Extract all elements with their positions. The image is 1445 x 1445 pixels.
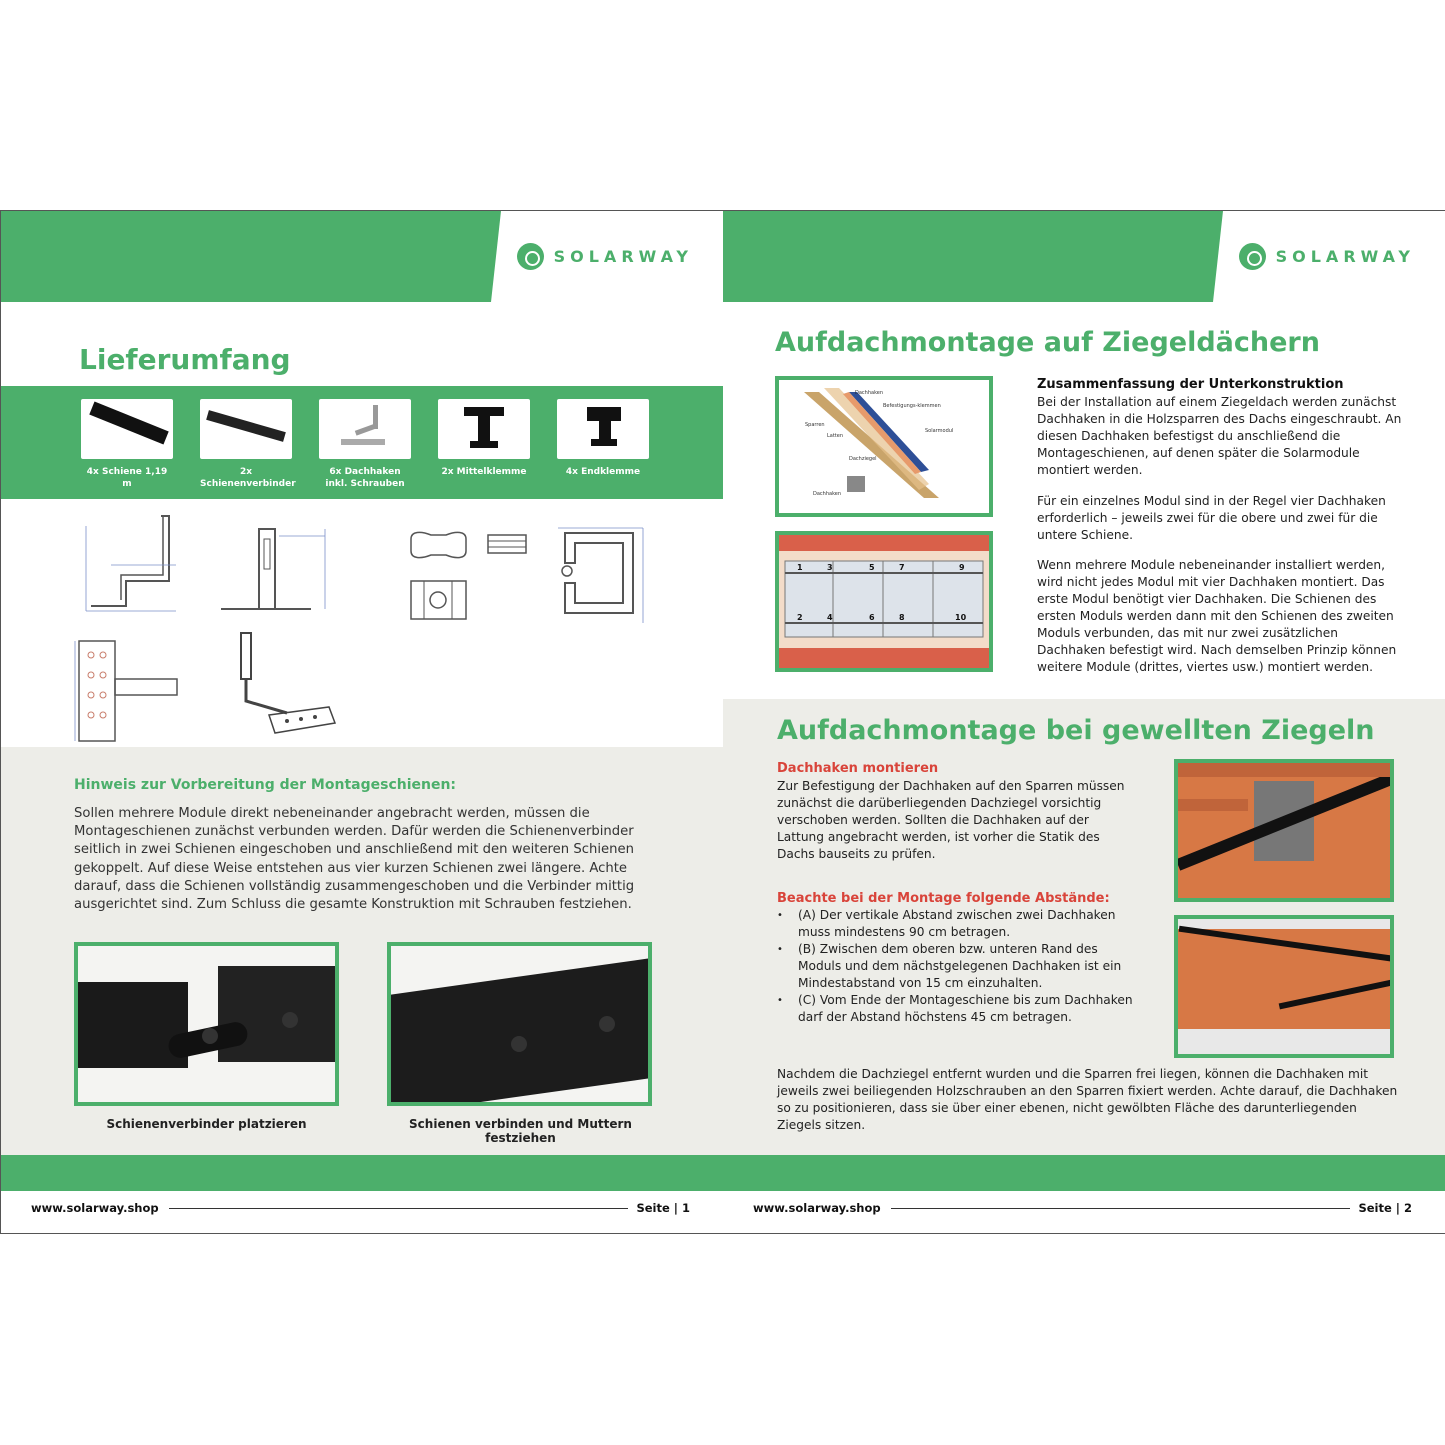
kit-item-roof-hook — [319, 399, 411, 490]
footer-divider — [891, 1208, 1350, 1209]
summary-paragraph-2: Für ein einzelnes Modul sind in der Regel vier Dachhaken erforderlich – jeweils zwei für die obere und zwei für die untere Schiene. — [1037, 494, 1386, 542]
hook-3d-drawing — [229, 629, 339, 739]
page-title: Lieferumfang — [79, 343, 291, 376]
roof-hook-drawing — [81, 511, 181, 616]
end-clamp-image — [557, 399, 649, 459]
hook-number: 1 — [797, 563, 803, 572]
summary-paragraph-3: Wenn mehrere Module nebeneinander installiert werden, wird nicht jedes Modul mit vier Dachhaken montiert. Das erste Modul benötigt vier Dachhaken. Die Schienen des ersten Moduls werden dann mit den Schienen des zweiten Moduls verbunden, das mit nur zwei zusätzlichen Dachhaken befestigt wird. Nach demselben Prinzip können weitere Module (drittes, viertes usw.) montiert werden. — [1037, 558, 1397, 674]
hook-plate-drawing — [73, 637, 183, 747]
hook-layout-grid — [775, 531, 993, 672]
label-dachziegel: Dachziegel — [849, 456, 877, 462]
hook-number: 7 — [899, 563, 905, 572]
distance-item: • (C) Vom Ende der Montageschiene bis zum Dachhaken darf der Abstand höchstens 45 cm betragen. — [777, 992, 1137, 1026]
page-number: Seite | 1 — [636, 1201, 690, 1215]
rail-image — [81, 399, 173, 459]
brand-logo — [1239, 243, 1415, 270]
hooks-heading: Dachhaken montieren — [777, 761, 939, 776]
label-sparren: Sparren — [805, 422, 825, 428]
hooks-text: Zur Befestigung der Dachhaken auf den Sparren müssen zunächst die darüberliegenden Dachziegel vorsichtig verschoben werden. Sollten die Dachhaken auf der Lattung angebracht werden, ist vorher die Statik des Dachs bauseits zu prüfen. — [777, 779, 1125, 861]
distance-item: • (B) Zwischen dem oberen bzw. unteren Rand des Moduls und dem nächstgelegenen Dachhaken ist ein Mindestabstand von 15 cm einzuhalten. — [777, 941, 1137, 992]
final-text: Nachdem die Dachziegel entfernt wurden und die Sparren frei liegen, können die Dachhaken mit jeweils zwei beiliegenden Holzschrauben an den Sparren fixiert werden. Achte darauf, die Dachhaken so zu positionieren, dass sie über einer ebenen, nicht gewölbten Fläche des darunterliegenden Ziegels sitzen. — [777, 1067, 1398, 1132]
sun-bulb-icon — [1239, 243, 1266, 270]
kit-item-mid-clamp — [438, 399, 530, 478]
page-number: Seite | 2 — [1358, 1201, 1412, 1215]
brochure-spread — [0, 210, 1445, 1234]
kit-label: 4x Endklemme — [565, 467, 641, 477]
hook-number: 9 — [959, 563, 965, 572]
distances-heading: Beachte bei der Montage folgende Abstände: — [777, 891, 1110, 906]
distance-item: • (A) Der vertikale Abstand zwischen zwei Dachhaken muss mindestens 90 cm betragen. — [777, 907, 1137, 941]
distances-list — [777, 907, 1137, 1026]
kit-label: 4x Schiene 1,19 m — [86, 467, 168, 489]
clamp-drawings — [406, 529, 531, 629]
brand-name: SOLARWAY — [1275, 247, 1415, 266]
note-title: Hinweis zur Vorbereitung der Montageschienen: — [74, 777, 457, 793]
caption-connector-placement: Schienenverbinder platzieren — [106, 1117, 307, 1131]
kit-item-connector — [200, 399, 296, 490]
hook-front-drawing — [221, 524, 331, 619]
kit-label: 2x Mittelklemme — [441, 467, 527, 477]
connector-image — [200, 399, 292, 459]
technical-drawings — [1, 499, 723, 747]
footer-divider — [169, 1208, 628, 1209]
photo-rails-joined — [387, 942, 652, 1106]
photo-hook-installed — [1174, 759, 1394, 902]
brand-logo — [517, 243, 693, 270]
roof-structure-diagram — [775, 376, 993, 517]
header-band — [723, 211, 1223, 302]
hook-number: 6 — [869, 613, 875, 622]
note-text: Sollen mehrere Module direkt nebeneinander angebracht werden, müssen die Montageschienen zunächst verbunden werden. Dafür werden die Schienenverbinder seitlich in zwei Schienen eingeschoben und anschließend mit den weiteren Schienen gekoppelt. Auf diese Weise entstehen aus vier kurzen Schienen zwei längere. Achte darauf, dass die Schienen vollständig zusammengeschoben und die Verbinder mittig ausgerichtet sind. Zum Schluss die gesamte Konstruktion mit Schrauben festziehen. — [74, 806, 635, 913]
summary-paragraph-1: Bei der Installation auf einem Ziegeldach werden zunächst Dachhaken in die Holzsparren des Dachs eingeschraubt. An diesen Dachhaken befestigst du anschließend die Montageschienen, auf denen später die Solarmodule montiert werden. — [1037, 395, 1402, 477]
photo-rails-on-roof — [1174, 915, 1394, 1058]
hook-number: 3 — [827, 563, 833, 572]
roof-hook-image — [319, 399, 411, 459]
kit-item-rail — [81, 399, 173, 490]
header-band — [1, 211, 501, 302]
preparation-note — [1, 747, 723, 1155]
label-latten: Latten — [827, 433, 844, 439]
footer — [723, 1191, 1445, 1233]
roof-diagram-svg — [779, 380, 989, 513]
summary-title: Zusammenfassung der Unterkonstruktion — [1037, 377, 1344, 392]
kit-item-end-clamp — [557, 399, 649, 478]
page-title: Aufdachmontage auf Ziegeldächern — [775, 327, 1320, 358]
hook-grid-svg — [779, 535, 989, 668]
hook-number: 8 — [899, 613, 905, 622]
hook-number: 5 — [869, 563, 875, 572]
page-2 — [723, 211, 1445, 1233]
label-dachhaken-top: Dachhaken — [855, 390, 884, 396]
kit-label: 6x Dachhaken inkl. Schrauben — [325, 467, 405, 489]
page-1 — [1, 211, 723, 1233]
kit-overview — [1, 386, 723, 499]
footer-band — [1, 1155, 723, 1191]
label-solarmodul: Solarmodul — [925, 428, 954, 434]
hook-number: 2 — [797, 613, 803, 622]
hook-number: 4 — [827, 613, 833, 622]
footer-band — [723, 1155, 1445, 1191]
footer-url[interactable]: www.solarway.shop — [753, 1201, 881, 1215]
wavy-tiles-section — [723, 699, 1445, 1155]
photo-connector-placement — [74, 942, 339, 1106]
label-befestigung: Befestigungs-klemmen — [883, 403, 941, 409]
kit-label: 2x Schienenverbinder — [200, 467, 296, 489]
section-title: Aufdachmontage bei gewellten Ziegeln — [777, 715, 1375, 746]
end-clamp-drawing — [553, 523, 648, 633]
mid-clamp-image — [438, 399, 530, 459]
sun-bulb-icon — [517, 243, 544, 270]
footer-url[interactable]: www.solarway.shop — [31, 1201, 159, 1215]
caption-rails-joined: Schienen verbinden und Muttern festziehen — [409, 1117, 632, 1145]
hook-number: 10 — [955, 613, 967, 622]
brand-name: SOLARWAY — [553, 247, 693, 266]
footer — [1, 1191, 723, 1233]
label-dachhaken-bottom: Dachhaken — [813, 491, 842, 497]
